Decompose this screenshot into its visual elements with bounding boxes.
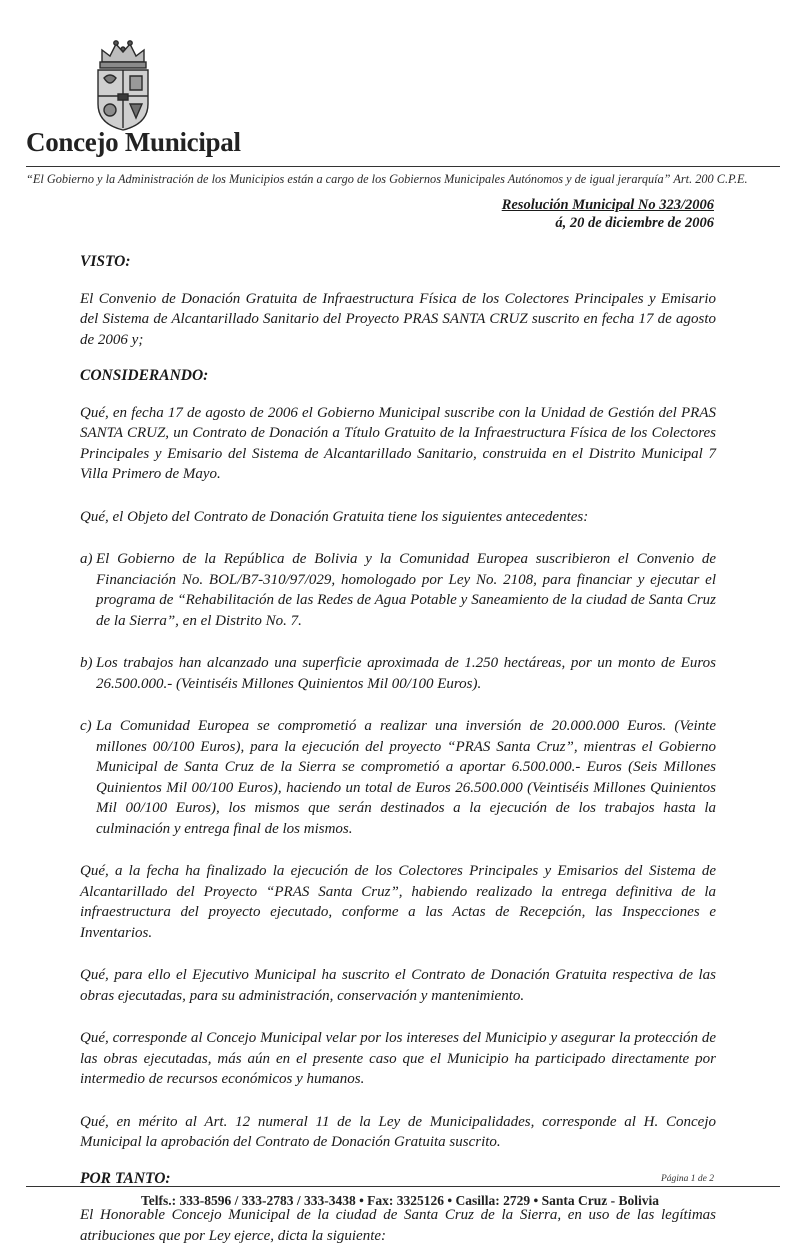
list-item-label: a) <box>80 551 93 567</box>
portanto-paragraph: El Honorable Concejo Municipal de la ciudad de Santa Cruz de la Sierra, en uso de las legítimas atribuciones que por Ley ejerce, dicta la siguiente: <box>80 1207 716 1244</box>
considerando-paragraph-5: Qué, corresponde al Concejo Municipal velar por los intereses del Municipio y asegurar la protección de las obras ejecutadas, más aún en el presente caso que el Municipio ha participado directamente por intermedio de recursos económicos y humanos. <box>80 1030 716 1087</box>
motto: “El Gobierno y la Administración de los Municipios están a cargo de los Gobiernos Municipales Autónomos y de igual jerarquía” Art. 200 C.P.E. <box>26 172 748 186</box>
organization-name: Concejo Municipal <box>26 127 241 157</box>
coat-of-arms-logo <box>88 38 158 134</box>
portanto-heading: POR TANTO: <box>80 1169 171 1187</box>
considerando-paragraph-4: Qué, para ello el Ejecutivo Municipal ha suscrito el Contrato de Donación Gratuita respectiva de las obras ejecutadas, para su administración, conservación y mantenimiento. <box>80 967 716 1004</box>
list-item-c <box>80 716 716 839</box>
resolution-date: á, 20 de diciembre de 2006 <box>555 215 714 231</box>
document-body <box>80 252 716 1246</box>
considerando-paragraph-2: Qué, el Objeto del Contrato de Donación Gratuita tiene los siguientes antecedentes: <box>80 508 589 525</box>
visto-paragraph: El Convenio de Donación Gratuita de Infraestructura Física de los Colectores Principales y Emisario del Sistema de Alcantarillado Sanitario del Proyecto PRAS SANTA CRUZ suscrito en fecha 17 de agosto de 2006 y; <box>80 290 716 348</box>
list-item-a <box>80 549 716 631</box>
considerando-paragraph-6: Qué, en mérito al Art. 12 numeral 11 de la Ley de Municipalidades, corresponde al H. Concejo Municipal la aprobación del Contrato de Donación Gratuita suscrito. <box>80 1113 716 1150</box>
contact-footer: Telfs.: 333-8596 / 333-2783 / 333-3438 • Fax: 3325126 • Casilla: 2729 • Santa Cruz - Bolivia <box>140 1193 660 1208</box>
considerando-paragraph-3: Qué, a la fecha ha finalizado la ejecución de los Colectores Principales y Emisarios del Sistema de Alcantarillado del Proyecto “PRAS Santa Cruz”, habiendo realizado la entrega definitiva de la infraestructura del proyecto ejecutado, conforme a las Actas de Recepción, las Inspecciones e Inventarios. <box>80 863 716 941</box>
resolution-number: Resolución Municipal No 323/2006 <box>501 197 714 213</box>
resolution-block <box>502 196 714 232</box>
list-item-label: c) <box>80 718 92 734</box>
considerando-heading: CONSIDERANDO: <box>80 367 209 384</box>
considerando-paragraph-1: Qué, en fecha 17 de agosto de 2006 el Gobierno Municipal suscribe con la Unidad de Gestión del PRAS SANTA CRUZ, un Contrato de Donación a Título Gratuito de la Infraestructura Física de los Colectores Principales y Emisario del Sistema de Alcantarillado Sanitario, construida en el Distrito Municipal 7 Villa Primero de Mayo. <box>80 404 716 482</box>
visto-heading: VISTO: <box>80 253 131 270</box>
list-item-label: b) <box>80 655 93 671</box>
header-divider <box>26 166 780 167</box>
page-number: Página 1 de 2 <box>660 1174 714 1184</box>
list-item-text: La Comunidad Europea se comprometió a realizar una inversión de 20.000.000 Euros. (Veinte millones 00/100 Euros), para la ejecución del proyecto “PRAS Santa Cruz”, mientras el Gobierno Municipal de Santa Cruz de la Sierra se comprometió a aportar 6.500.000.- Euros (Seis Millones Quinientos Mil 00/100 Euros), haciendo un total de Euros 26.500.000 (Veintiséis Millones Quinientos Mil 00/100 Euros), los mismos que serán destinados a la ejecución de los trabajos hasta la culminación y entrega final de los mismos. <box>96 718 716 837</box>
list-item-b <box>80 653 716 694</box>
footer-divider <box>26 1186 780 1187</box>
list-item-text: Los trabajos han alcanzado una superficie aproximada de 1.250 hectáreas, por un monto de Euros 26.500.000.- (Veintiséis Millones Quinientos Mil 00/100 Euros). <box>96 655 716 692</box>
list-item-text: El Gobierno de la República de Bolivia y la Comunidad Europea suscribieron el Convenio de Financiación No. BOL/B7-310/97/029, homologado por Ley No. 2108, para financiar y ejecutar el programa de “Rehabilitación de las Redes de Agua Potable y Saneamiento de la ciudad de Santa Cruz de la Sierra”, en el Distrito No. 7. <box>96 551 716 629</box>
